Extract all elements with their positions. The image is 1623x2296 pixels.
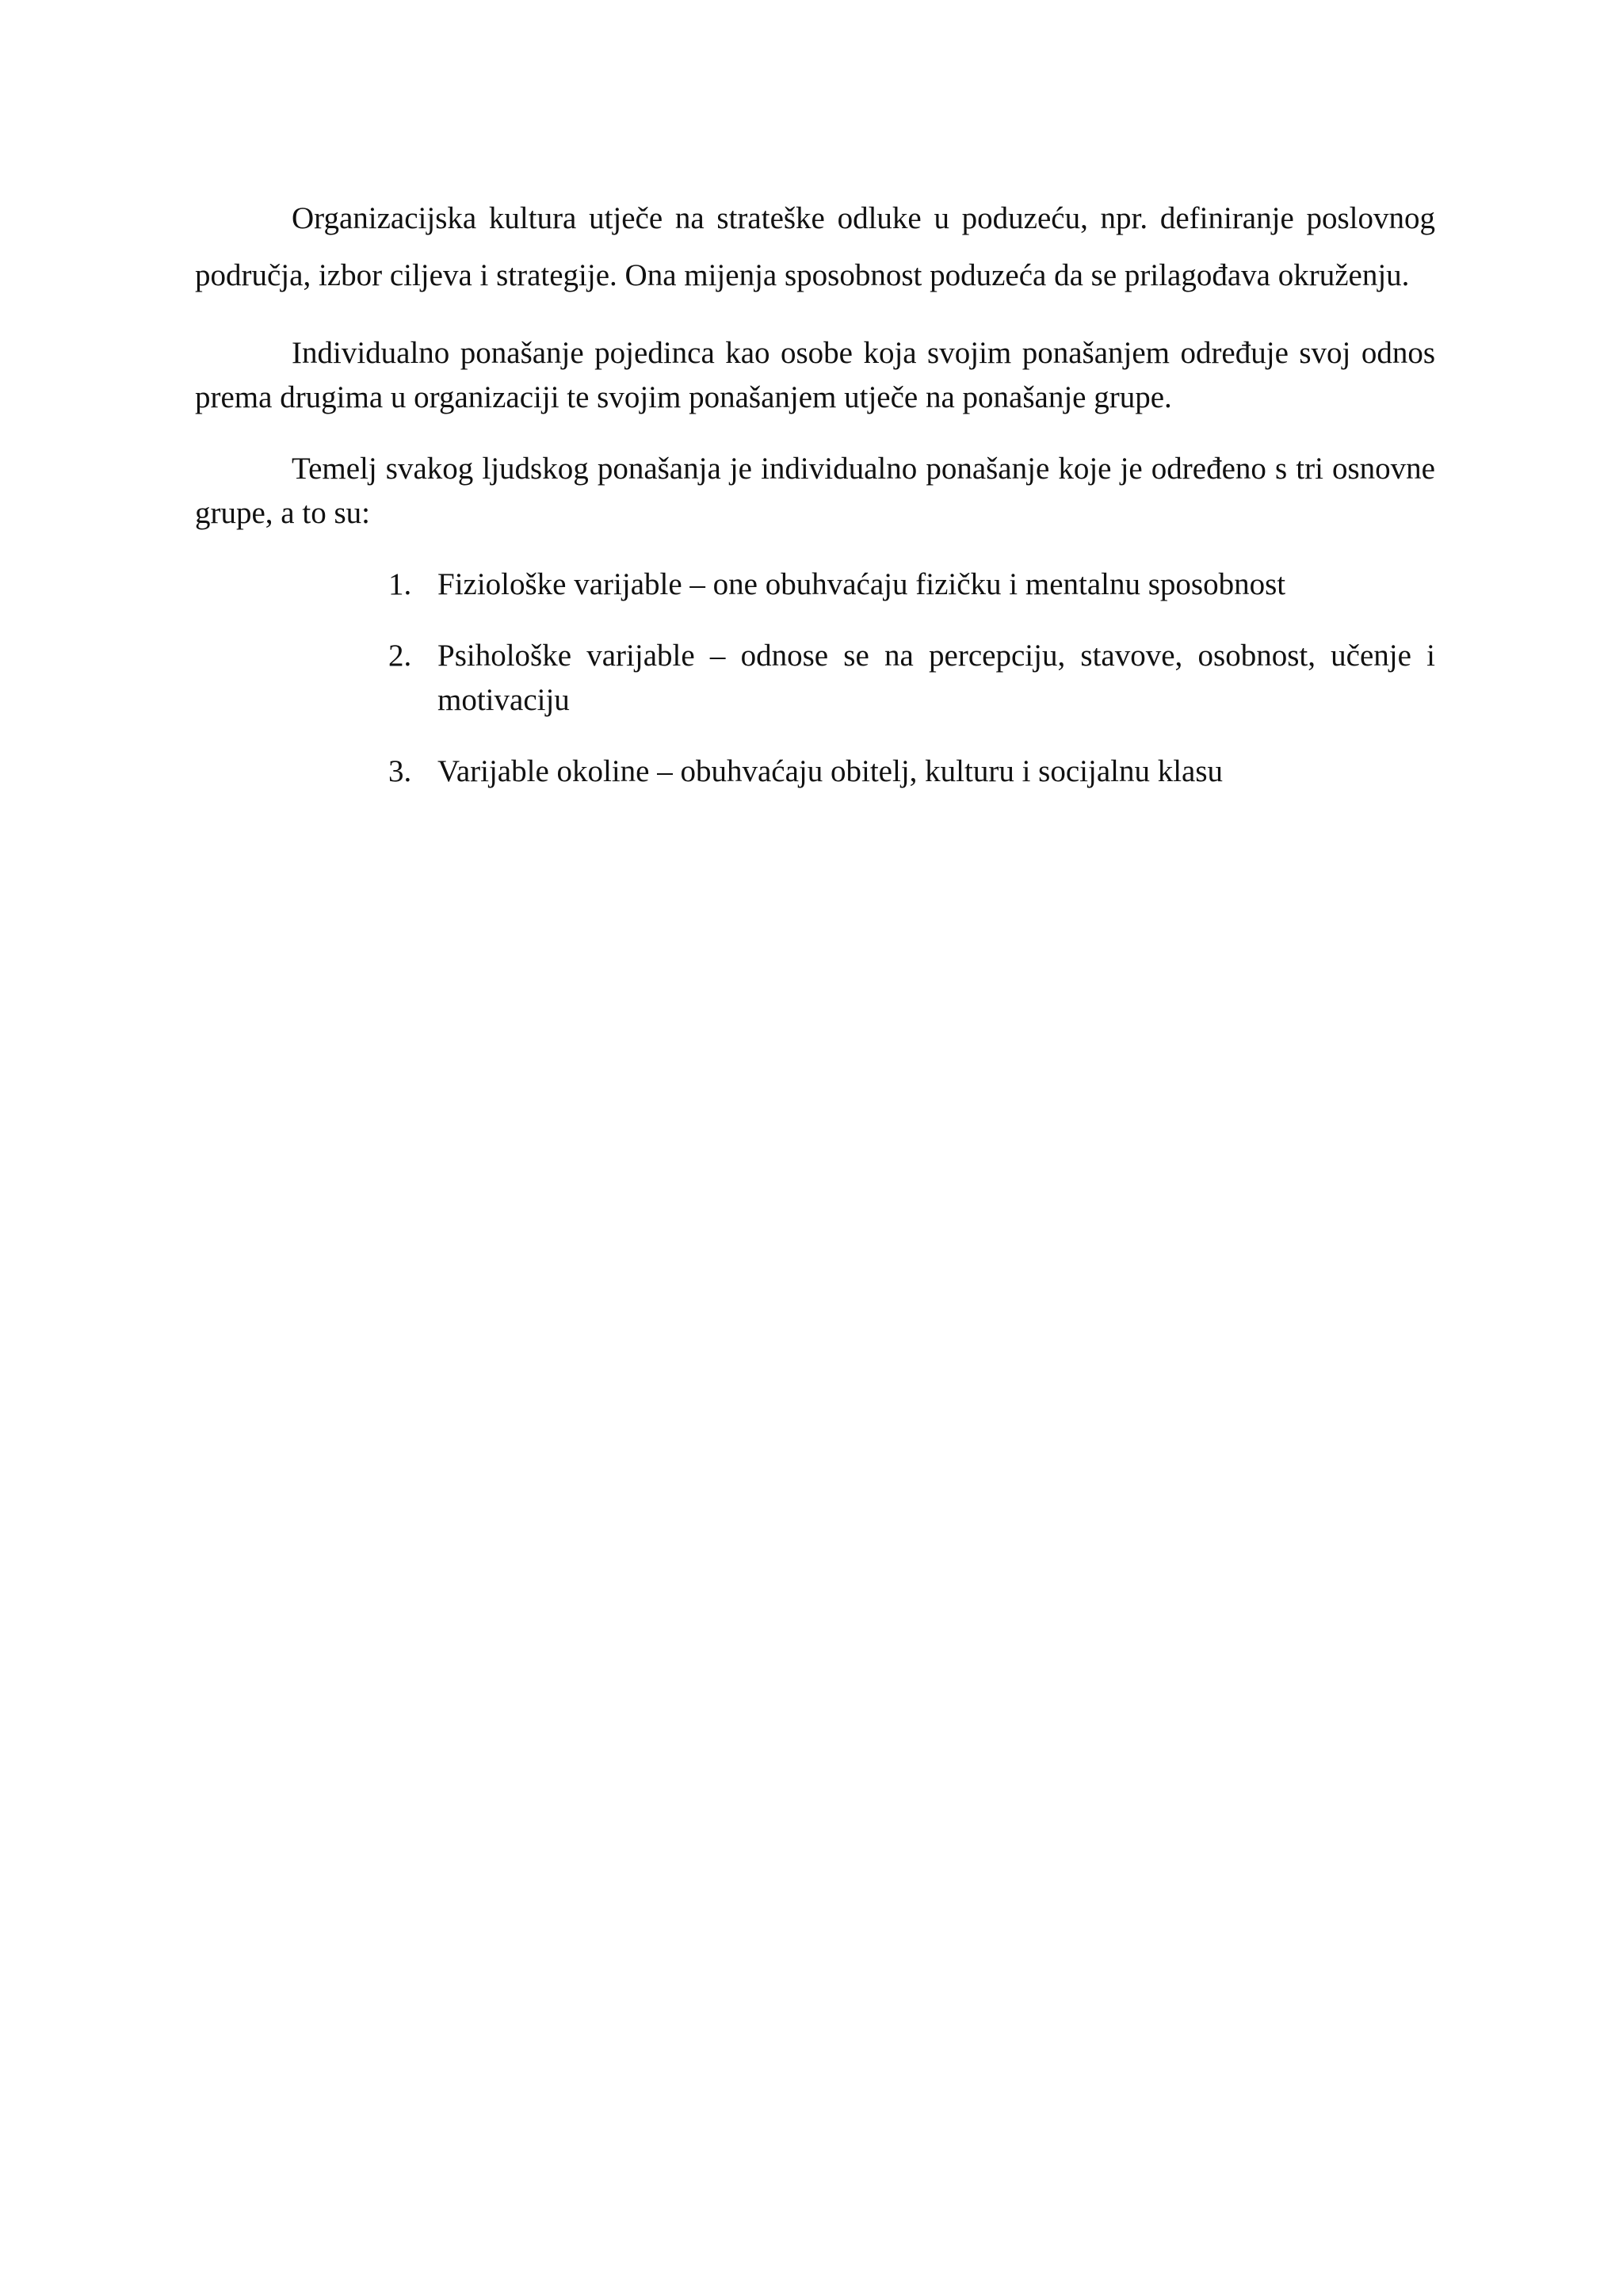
list-item-number: 3. bbox=[388, 754, 412, 788]
list-item bbox=[388, 634, 1435, 723]
list-item-number: 1. bbox=[388, 567, 412, 601]
list-item-text: Psihološke varijable – odnose se na percepciju, stavove, osobnost, učenje i motivaciju bbox=[437, 639, 1435, 717]
document-body bbox=[195, 190, 1435, 821]
variables-list bbox=[388, 563, 1435, 794]
list-item-text: Varijable okoline – obuhvaćaju obitelj, kulturu i socijalnu klasu bbox=[437, 754, 1224, 788]
paragraph-organizational-culture: Organizacijska kultura utječe na strateške odluke u poduzeću, npr. definiranje poslovnog područja, izbor ciljeva i strategije. Ona mijenja sposobnost poduzeća da se prilagođava okruženju. bbox=[195, 201, 1435, 292]
list-item-text: Fiziološke varijable – one obuhvaćaju fizičku i mentalnu sposobnost bbox=[437, 567, 1286, 601]
list-item bbox=[388, 749, 1435, 794]
paragraph-individual-behavior: Individualno ponašanje pojedinca kao osobe koja svojim ponašanjem određuje svoj odnos prema drugima u organizaciji te svojim ponašanjem utječe na ponašanje grupe. bbox=[195, 336, 1435, 414]
paragraph-basis-of-behavior: Temelj svakog ljudskog ponašanja je individualno ponašanje koje je određeno s tri osnovne grupe, a to su: bbox=[195, 452, 1435, 530]
list-item-number: 2. bbox=[388, 639, 412, 673]
list-item bbox=[388, 563, 1435, 607]
